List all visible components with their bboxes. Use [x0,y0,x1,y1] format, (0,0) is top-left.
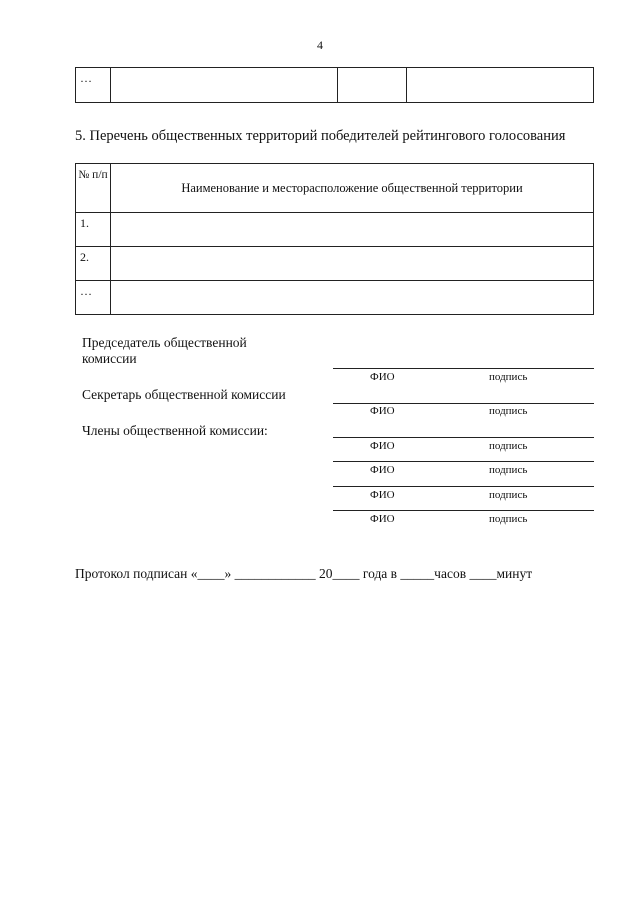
secretary-label: Секретарь общественной комиссии [82,387,286,402]
table-row [76,213,594,247]
signature-caption: подпись [489,513,528,525]
row-number: 2. [76,247,111,281]
row-name-cell [111,213,594,247]
table-row [76,247,594,281]
protocol-signed-line: Протокол подписан «____» ____________ 20____ года в _____часов ____минут [75,566,533,581]
signature-line [333,403,594,404]
fio-caption: ФИО [370,440,395,452]
signature-line [333,486,594,487]
signature-caption: подпись [489,440,528,452]
fio-caption: ФИО [370,489,395,501]
row-name-cell [111,281,594,315]
fio-caption: ФИО [370,513,395,525]
fio-caption: ФИО [370,464,395,476]
winners-table [75,163,594,315]
page-number: 4 [317,38,323,52]
row-number: 1. [76,213,111,247]
row-name-cell [111,247,594,281]
fio-caption: ФИО [370,371,395,383]
signature-line [333,510,594,511]
signature-line [333,368,594,369]
signature-caption: подпись [489,464,528,476]
section-title: 5. Перечень общественных территорий победителей рейтингового голосования [75,128,566,144]
row-number: … [76,281,111,315]
table-cell [338,68,407,103]
header-name: Наименование и месторасположение общественной территории [111,164,594,213]
signature-caption: подпись [489,405,528,417]
signature-caption: подпись [489,489,528,501]
table-cell-marker: … [76,68,111,103]
table-cell [407,68,594,103]
header-num: № п/п [76,164,111,213]
chairman-label: Председатель общественной комиссии [82,335,247,366]
table-cell [111,68,338,103]
table-row [76,281,594,315]
signature-line [333,461,594,462]
signature-line [333,437,594,438]
members-label: Члены общественной комиссии: [82,423,268,438]
table-header-row [76,164,594,213]
signature-caption: подпись [489,371,528,383]
fio-caption: ФИО [370,405,395,417]
continuation-table [75,67,594,103]
